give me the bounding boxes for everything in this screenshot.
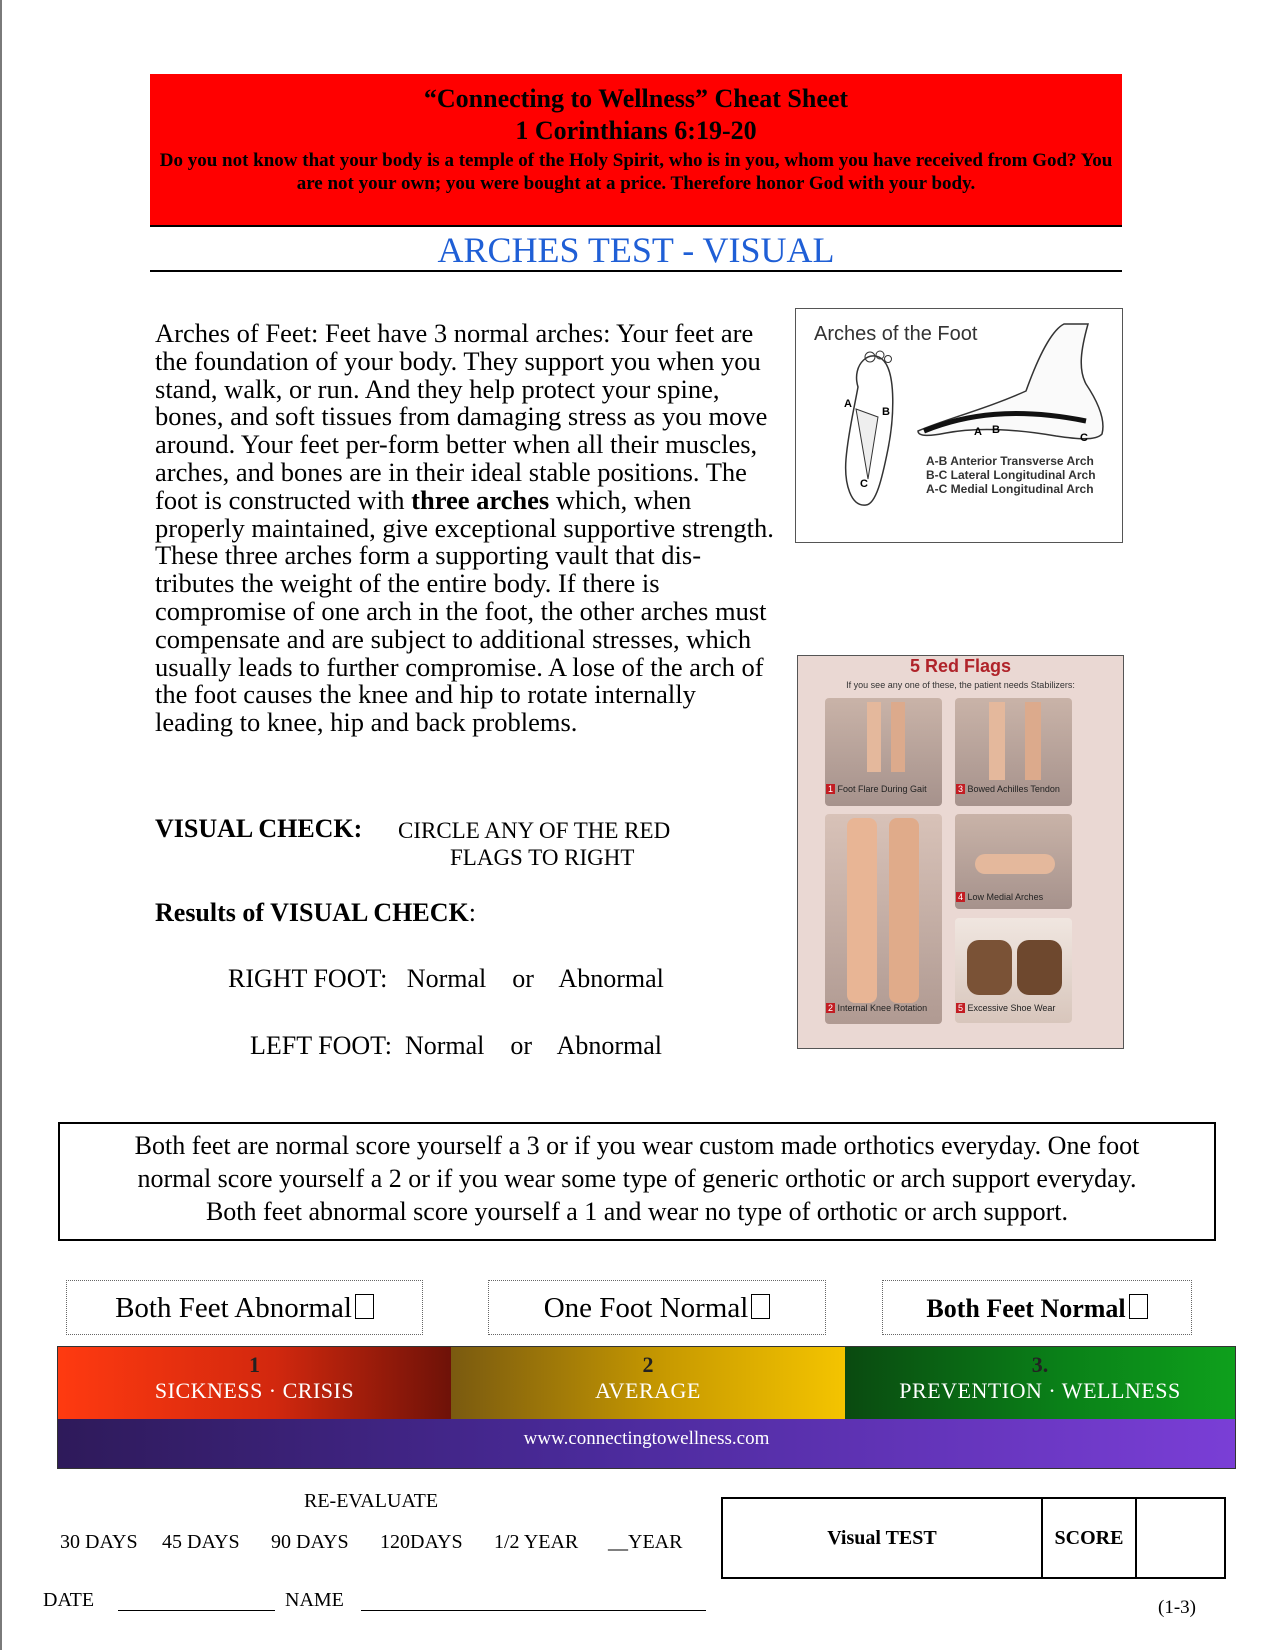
body-rest: which, when properly maintained, give exceptional supportive strength. These three arches form a supporting vault that dis-tributes the weight of the entire body. If there is compromise of one arch in the foot, the other arches must compensate and are subject to additional stresses, which usually leads to further compromise. A lose of the arch of the foot causes the knee and hip to rotate internally leading to knee, hip and back problems.: [155, 484, 774, 738]
scale-sickness-crisis: 1 SICKNESS · CRISIS: [58, 1347, 451, 1419]
body-intro: Arches of Feet: Feet have 3 normal arches: Your feet are the foundation of your body. They support you when you stand, walk, or run. And they help protect your spine, bones, and soft tissues from damaging stress as you move around. Your feet per-form better when all their muscles, arches, and bones are in their ideal stable positions. The foot is constructed with: [155, 318, 768, 515]
scoring-instructions-box: [58, 1122, 1216, 1241]
right-foot-result[interactable]: RIGHT FOOT: Normal or Abnormal: [228, 964, 664, 993]
scale-average: 2 AVERAGE: [451, 1347, 845, 1419]
svg-text:A: A: [844, 398, 852, 410]
red-flag-item: 2 Internal Knee Rotation: [828, 1003, 928, 1013]
visual-check-label: VISUAL CHECK:: [155, 814, 363, 843]
foot-diagram-icon: [796, 309, 1122, 542]
website-link[interactable]: www.connectingtowellness.com: [523, 1428, 770, 1449]
banner-title: “Connecting to Wellness” Cheat Sheet: [423, 84, 849, 113]
svg-text:C: C: [1080, 432, 1088, 444]
reevaluate-label: RE-EVALUATE: [304, 1490, 439, 1512]
score-label: SCORE: [1043, 1499, 1137, 1577]
reevaluate-option[interactable]: 120DAYS: [380, 1531, 463, 1553]
option-both-feet-abnormal[interactable]: Both Feet Abnormal: [66, 1280, 423, 1335]
reevaluate-option[interactable]: __YEAR: [608, 1531, 683, 1553]
knee-rotation-photo: [825, 814, 942, 1024]
option-one-foot-normal[interactable]: One Foot Normal: [488, 1280, 826, 1335]
results-label: Results of VISUAL CHECK:: [155, 898, 476, 927]
page-code: (1-3): [1158, 1597, 1196, 1618]
header-banner: [150, 74, 1122, 227]
page-left-border: [0, 0, 2, 1650]
banner-verse-reference: 1 Corinthians 6:19-20: [515, 116, 757, 145]
reevaluate-option[interactable]: 90 DAYS: [271, 1531, 349, 1553]
wellness-scale: [57, 1346, 1236, 1469]
checkbox-icon[interactable]: [355, 1294, 374, 1319]
date-field[interactable]: [118, 1610, 275, 1611]
svg-text:B: B: [882, 406, 890, 418]
body-bold-phrase: three arches: [411, 484, 550, 515]
left-foot-result[interactable]: LEFT FOOT: Normal or Abnormal: [250, 1031, 663, 1060]
banner-verse-text: Do you not know that your body is a temple of the Holy Spirit, who is in you, whom you have received from God? You are not your own; you were bought at a price. Therefore honor God with your body.: [159, 150, 1113, 194]
arches-figure-title: Arches of the Foot: [814, 323, 978, 345]
reevaluate-option[interactable]: 1/2 YEAR: [494, 1531, 579, 1553]
reevaluate-option[interactable]: 30 DAYS: [60, 1531, 138, 1553]
arches-of-foot-figure: [795, 308, 1123, 543]
scoring-line: normal score yourself a 2 or if you wear some type of generic orthotic or arch support everyday.: [137, 1164, 1137, 1193]
svg-text:B: B: [992, 424, 1000, 436]
red-flags-title: 5 Red Flags: [909, 656, 1012, 676]
scoring-line: Both feet abnormal score yourself a 1 and wear no type of orthotic or arch support.: [205, 1197, 1069, 1226]
score-table: [721, 1497, 1226, 1579]
name-field[interactable]: [361, 1610, 706, 1611]
option-both-feet-normal[interactable]: Both Feet Normal: [882, 1280, 1192, 1335]
svg-text:C: C: [860, 478, 868, 490]
red-flag-item: 1 Foot Flare During Gait: [828, 784, 927, 794]
score-value-field[interactable]: [1137, 1499, 1223, 1577]
reevaluate-option[interactable]: 45 DAYS: [162, 1531, 240, 1553]
date-label: DATE: [43, 1589, 95, 1611]
checkbox-icon[interactable]: [751, 1294, 770, 1319]
arches-legend: A-B Anterior Transverse Arch B-C Lateral Longitudinal Arch A-C Medial Longitudinal Arch: [926, 454, 1096, 496]
checkbox-icon[interactable]: [1129, 1294, 1148, 1319]
red-flags-subtitle: If you see any one of these, the patient needs Stabilizers:: [846, 680, 1075, 690]
visual-test-label: Visual TEST: [723, 1499, 1043, 1577]
visual-check-instruction: CIRCLE ANY OF THE RED FLAGS TO RIGHT: [398, 818, 671, 870]
red-flag-item: 4 Low Medial Arches: [958, 892, 1044, 902]
name-label: NAME: [285, 1589, 344, 1611]
page-title: ARCHES TEST - VISUAL: [150, 230, 1122, 272]
scale-prevention-wellness: 3. PREVENTION · WELLNESS: [845, 1347, 1235, 1419]
red-flag-item: 5 Excessive Shoe Wear: [958, 1003, 1056, 1013]
red-flag-item: 3 Bowed Achilles Tendon: [958, 784, 1060, 794]
body-paragraph: [155, 320, 775, 737]
red-flags-figure: [797, 655, 1124, 1049]
svg-text:A: A: [974, 426, 982, 438]
scoring-line: Both feet are normal score yourself a 3 or if you wear custom made orthotics everyday. One foot: [134, 1131, 1140, 1160]
website-bar: [58, 1419, 1235, 1468]
